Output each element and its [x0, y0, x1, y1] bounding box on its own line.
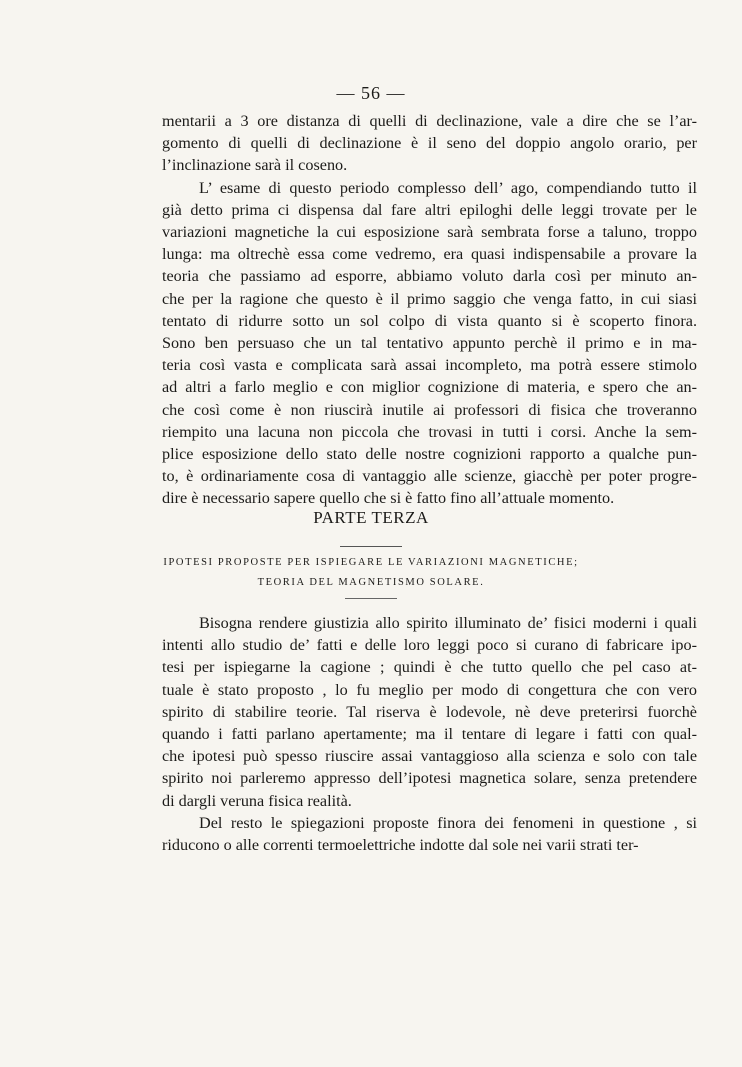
text-line: Sono ben persuaso che un tal tentativo appunto perchè il primo e in ma-	[162, 334, 697, 353]
paragraph	[162, 110, 697, 177]
text-line: già detto prima ci dispensa dal fare altri epiloghi delle leggi trovate per le	[162, 200, 697, 219]
text-line: Del resto le spiegazioni proposte finora dei fenomeni in questione , si	[199, 813, 697, 832]
text-line: Bisogna rendere giustizia allo spirito illuminato de’ fisici moderni i quali	[199, 614, 697, 632]
text-block-before-heading	[162, 110, 697, 510]
text-line: l’inclinazione sarà il coseno.	[162, 156, 348, 175]
text-line: plice esposizione dello stato delle nostre cognizioni rapporto a qualche pun-	[162, 445, 697, 464]
text-line: spirito noi parleremo appresso dell’ipotesi magnetica solare, senza pretendere	[162, 769, 697, 788]
text-line: teoria che passiamo ad esporre, abbiamo voluto darla così per minuto an-	[162, 267, 697, 286]
text-line: to, è ordinariamente cosa di vantaggio alle scienze, giacchè per poter progre-	[162, 467, 697, 486]
text-line: tesi per ispiegarne la cagione ; quindi è che tutto quello che pel caso at-	[162, 658, 697, 677]
text-line: tuale è stato proposto , lo fu meglio per modo di congettura che con vero	[162, 680, 697, 699]
text-line: variazioni magnetiche la cui esposizione sarà sembrata forse a taluno, troppo	[162, 223, 697, 242]
text-line: ad altri a farlo meglio e con miglior cognizione di materia, e spero che an-	[162, 378, 697, 397]
text-line: lunga: ma oltrechè essa come vedremo, era quasi indispensabile a provare la	[162, 245, 697, 264]
paragraph	[162, 812, 697, 856]
text-line: riducono o alle correnti termoelettriche indotte dal sole nei varii strati ter-	[162, 836, 639, 855]
text-line: tentato di ridurre sotto un sol colpo di vista quanto si è scoperto finora.	[162, 311, 697, 330]
text-line: di dargli veruna fisica realità.	[162, 791, 352, 810]
section-subtitle-1: IPOTESI PROPOSTE PER ISPIEGARE LE VARIAZIONI MAGNETICHE;	[163, 557, 579, 568]
text-line: gomento di quelli di declinazione è il seno del doppio angolo orario, per	[162, 134, 697, 153]
text-line: L’ esame di questo periodo complesso dell’ ago, compendiando tutto il	[199, 178, 697, 197]
paragraph	[162, 177, 697, 510]
page-number: — 56 —	[336, 83, 406, 103]
text-line: quando i fatti parlano apertamente; ma il tentare di legare i fatti con qual-	[162, 725, 697, 744]
section-subtitle-2: TEORIA DEL MAGNETISMO SOLARE.	[257, 577, 485, 588]
paragraph	[162, 612, 697, 812]
text-line: teria così vasta e complicata sarà assai incompleto, ma potrà essere stimolo	[162, 356, 697, 375]
title-rule	[340, 546, 402, 547]
text-line: che per la ragione che questo è il primo saggio che venga fatto, in cui siasi	[162, 289, 697, 308]
text-line: riempito una lacuna non piccola che trovasi in tutti i corsi. Anche la sem-	[162, 422, 697, 441]
text-line: che così come è non riuscirà inutile ai professori di fisica che troveranno	[162, 400, 697, 419]
text-line: mentarii a 3 ore distanza di quelli di declinazione, vale a dire che se l’ar-	[162, 112, 697, 130]
text-line: dire è necessario sapere quello che si è fatto fino all’attuale momento.	[162, 489, 615, 508]
section-title: PARTE TERZA	[313, 508, 429, 527]
text-line: che ipotesi può spesso riuscire assai vantaggioso alla scienza e solo con tale	[162, 747, 697, 766]
text-block-after-heading	[162, 612, 697, 856]
text-line: spirito di stabilire teorie. Tal riserva è lodevole, nè deve preterirsi fuorchè	[162, 702, 697, 721]
text-line: intenti allo studio de’ fatti e delle loro leggi poco si curano di fabricare ipo-	[162, 636, 697, 655]
subtitle-rule	[345, 598, 397, 599]
